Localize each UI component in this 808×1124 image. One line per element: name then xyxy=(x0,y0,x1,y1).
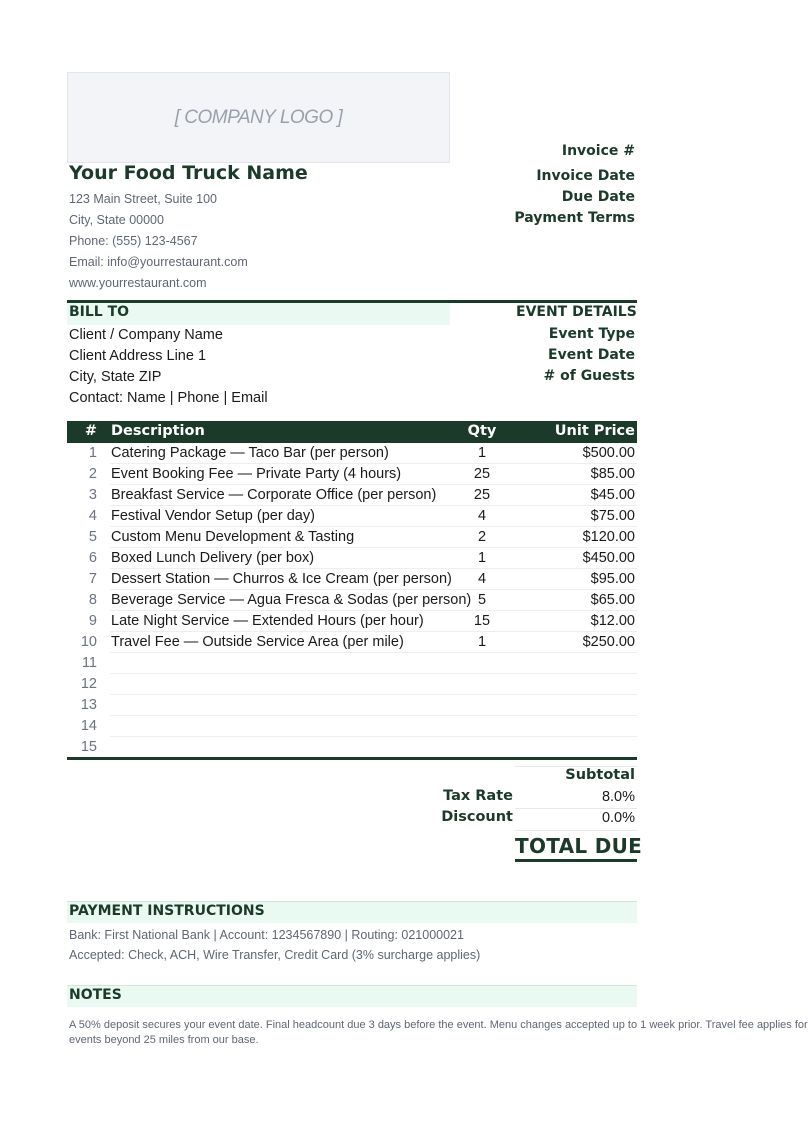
row-qty: 5 xyxy=(477,592,487,608)
total-due-label: TOTAL DUE xyxy=(515,834,643,858)
table-row xyxy=(67,443,637,464)
row-unit-price: $12.00 xyxy=(590,613,635,629)
row-number: 12 xyxy=(80,676,97,692)
notes-line-1: A 50% deposit secures your event date. Final headcount due 3 days before the event. Menu changes accepted up to 1 week prior. Travel fee applies for xyxy=(69,1019,808,1031)
row-number: 13 xyxy=(80,697,97,713)
tax-rate-label: Tax Rate xyxy=(443,788,513,804)
notes-line-2: events beyond 25 miles from our base. xyxy=(69,1034,259,1046)
row-description: Late Night Service — Extended Hours (per hour) xyxy=(111,613,424,629)
company-logo-placeholder xyxy=(67,72,450,163)
bill-to-client-name: Client / Company Name xyxy=(69,327,223,343)
accepted-methods: Accepted: Check, ACH, Wire Transfer, Credit Card (3% surcharge applies) xyxy=(69,948,481,962)
invoice-number-label: Invoice # xyxy=(561,143,635,159)
event-date-label: Event Date xyxy=(548,347,635,363)
bill-to-title: BILL TO xyxy=(69,304,130,320)
header-unit-price: Unit Price xyxy=(554,423,635,439)
bill-to-address: Client Address Line 1 xyxy=(69,348,207,364)
table-row xyxy=(67,653,637,674)
table-row xyxy=(67,737,637,758)
header-description: Description xyxy=(111,423,205,439)
row-description: Custom Menu Development & Tasting xyxy=(111,529,355,545)
row-description: Dessert Station — Churros & Ice Cream (per person) xyxy=(111,571,452,587)
table-row xyxy=(67,485,637,506)
company-name: Your Food Truck Name xyxy=(69,162,308,184)
row-unit-price: $250.00 xyxy=(582,634,635,650)
row-number: 7 xyxy=(88,571,97,587)
row-number: 5 xyxy=(88,529,97,545)
company-city-line: City, State 00000 xyxy=(69,213,164,227)
row-qty: 25 xyxy=(473,487,491,503)
row-unit-price: $500.00 xyxy=(582,445,635,461)
header-qty: Qty xyxy=(467,423,497,439)
row-unit-price: $95.00 xyxy=(590,571,635,587)
bill-to-contact: Contact: Name | Phone | Email xyxy=(69,390,268,406)
bill-to-city: City, State ZIP xyxy=(69,369,162,385)
row-number: 6 xyxy=(88,550,97,566)
logo-text: [ COMPANY LOGO ] xyxy=(174,106,343,128)
table-row xyxy=(67,590,637,611)
row-number: 2 xyxy=(88,466,97,482)
row-unit-price: $75.00 xyxy=(590,508,635,524)
total-due-underline xyxy=(515,859,637,862)
row-description: Boxed Lunch Delivery (per box) xyxy=(111,550,315,566)
notes-title: NOTES xyxy=(69,987,122,1003)
table-row xyxy=(67,464,637,485)
discount-rule xyxy=(515,830,637,831)
notes-header-bar xyxy=(67,985,637,1007)
row-number: 4 xyxy=(88,508,97,524)
row-unit-price: $450.00 xyxy=(582,550,635,566)
invoice-date-label: Invoice Date xyxy=(536,168,635,184)
table-row xyxy=(67,716,637,737)
table-row xyxy=(67,548,637,569)
row-description: Catering Package — Taco Bar (per person) xyxy=(111,445,389,461)
row-number: 11 xyxy=(81,655,97,671)
tax-rule xyxy=(515,808,637,809)
row-qty: 4 xyxy=(477,508,487,524)
row-number: 14 xyxy=(80,718,97,734)
company-email: Email: info@yourrestaurant.com xyxy=(69,255,248,269)
table-row xyxy=(67,527,637,548)
header-num: # xyxy=(84,423,97,439)
event-details-title: EVENT DETAILS xyxy=(516,304,637,320)
guest-count-label: # of Guests xyxy=(543,368,635,384)
bank-details: Bank: First National Bank | Account: 1234567890 | Routing: 021000021 xyxy=(69,928,464,942)
table-row xyxy=(67,506,637,527)
row-qty: 1 xyxy=(477,634,487,650)
discount-label: Discount xyxy=(441,809,513,825)
row-qty: 4 xyxy=(477,571,487,587)
row-qty: 1 xyxy=(477,550,487,566)
table-row xyxy=(67,632,637,653)
row-unit-price: $65.00 xyxy=(590,592,635,608)
discount-value: 0.0% xyxy=(601,810,635,826)
row-number: 3 xyxy=(88,487,97,503)
payment-terms-label: Payment Terms xyxy=(514,210,635,226)
row-unit-price: $45.00 xyxy=(590,487,635,503)
row-description: Event Booking Fee — Private Party (4 hours) xyxy=(111,466,402,482)
company-phone: Phone: (555) 123-4567 xyxy=(69,234,198,248)
subtotal-label: Subtotal xyxy=(565,767,635,783)
event-type-label: Event Type xyxy=(548,326,635,342)
row-description: Beverage Service — Agua Fresca & Sodas (per person) xyxy=(111,592,472,608)
company-website: www.yourrestaurant.com xyxy=(69,276,207,290)
row-number: 10 xyxy=(80,634,97,650)
company-address-line: 123 Main Street, Suite 100 xyxy=(69,192,218,206)
row-number: 9 xyxy=(88,613,97,629)
row-description: Breakfast Service — Corporate Office (per person) xyxy=(111,487,437,503)
row-description: Festival Vendor Setup (per day) xyxy=(111,508,315,524)
row-number: 15 xyxy=(80,739,97,755)
row-qty: 25 xyxy=(473,466,491,482)
table-row xyxy=(67,695,637,716)
row-qty: 2 xyxy=(477,529,487,545)
row-number: 1 xyxy=(88,445,97,461)
row-qty: 15 xyxy=(473,613,491,629)
row-qty: 1 xyxy=(477,445,487,461)
tax-rate-value: 8.0% xyxy=(601,789,635,805)
table-row xyxy=(67,569,637,590)
table-row xyxy=(67,611,637,632)
row-description: Travel Fee — Outside Service Area (per mile) xyxy=(111,634,404,650)
due-date-label: Due Date xyxy=(561,189,635,205)
table-bottom-rule xyxy=(67,757,637,760)
row-number: 8 xyxy=(88,592,97,608)
payment-instructions-title: PAYMENT INSTRUCTIONS xyxy=(69,903,265,919)
row-unit-price: $120.00 xyxy=(582,529,635,545)
table-row xyxy=(67,674,637,695)
row-unit-price: $85.00 xyxy=(590,466,635,482)
